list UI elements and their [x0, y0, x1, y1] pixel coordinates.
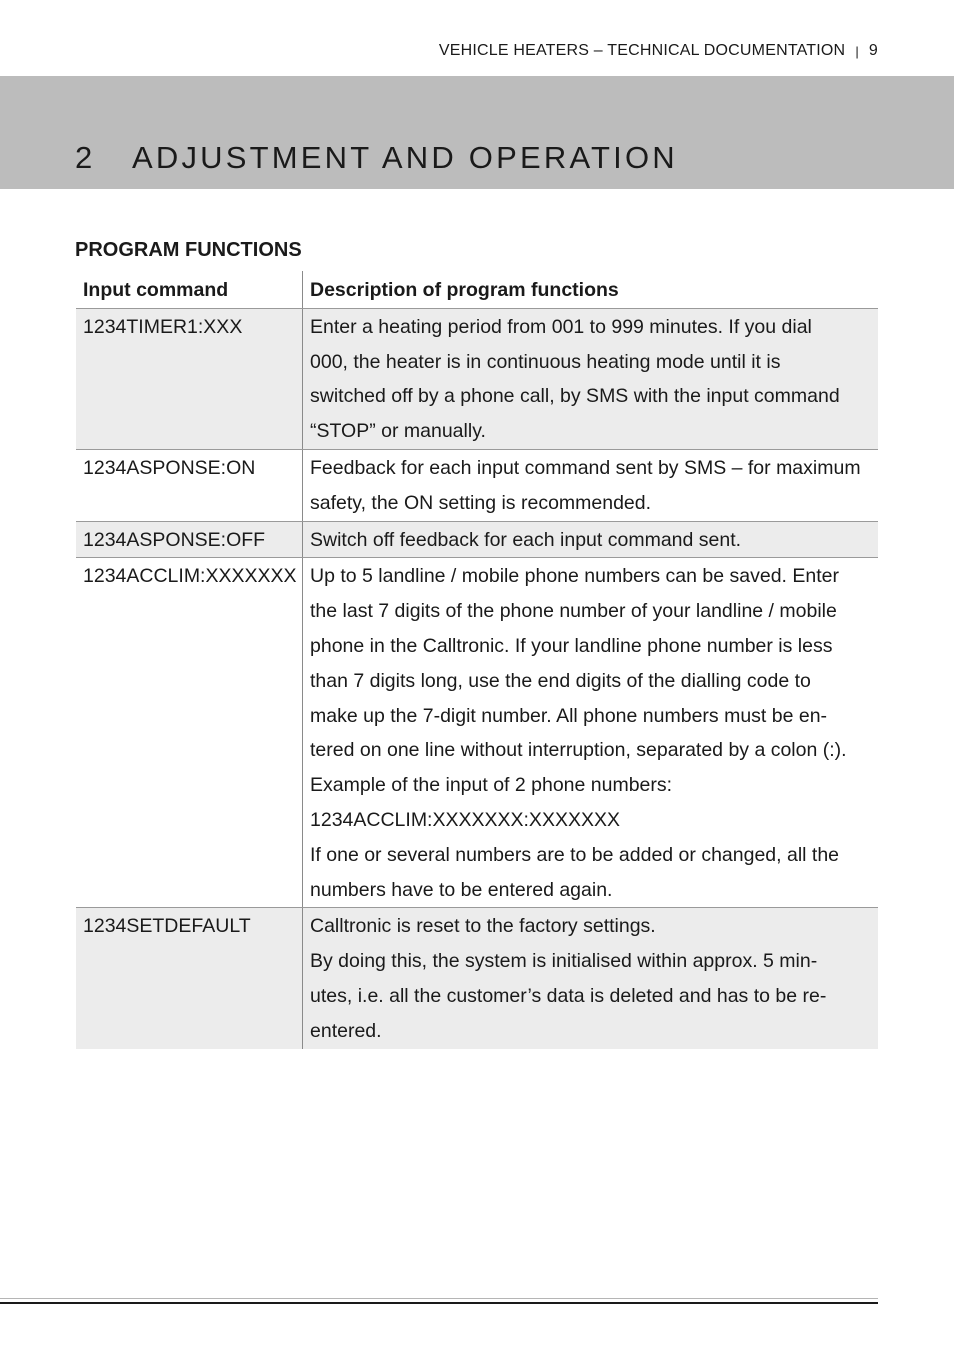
description-cell [303, 558, 878, 907]
table-row [76, 450, 878, 522]
description-line: Switch off feedback for each input command sent. [310, 528, 742, 551]
description-line: phone in the Calltronic. If your landline phone number is less [310, 634, 833, 657]
description-cell [303, 908, 878, 1048]
description-line: 1234ACCLIM:XXXXXXX:XXXXXXX [310, 808, 620, 831]
description-line: numbers have to be entered again. [310, 878, 613, 901]
command-cell: 1234ACCLIM:XXXXXXX [76, 558, 303, 907]
command-cell: 1234ASPONSE:ON [76, 450, 303, 521]
description-line: If one or several numbers are to be added or changed, all the [310, 843, 840, 866]
description-cell [303, 309, 878, 449]
description-line: Enter a heating period from 001 to 999 minutes. If you dial [310, 315, 812, 338]
description-line: Up to 5 landline / mobile phone numbers can be saved. Enter [310, 565, 839, 588]
description-cell [303, 450, 878, 521]
running-header-separator: | [855, 43, 859, 59]
chapter-number: 2 [75, 140, 96, 175]
table-row [76, 309, 878, 450]
footer-rule [0, 1302, 878, 1304]
table-row [76, 522, 878, 559]
description-line: safety, the ON setting is recommended. [310, 491, 652, 514]
description-cell [303, 522, 878, 558]
description-line: than 7 digits long, use the end digits of the dialling code to [310, 669, 811, 692]
table-row [76, 908, 878, 1048]
running-header [439, 42, 878, 60]
column-header-description: Description of program functions [310, 279, 619, 301]
description-line: 000, the heater is in continuous heating mode until it is [310, 350, 781, 373]
description-line: Example of the input of 2 phone numbers: [310, 774, 673, 797]
running-header-title: VEHICLE HEATERS – TECHNICAL DOCUMENTATION [438, 42, 846, 59]
table-header-row [76, 271, 878, 309]
table-row [76, 558, 878, 908]
description-line: Calltronic is reset to the factory settings. [310, 915, 656, 938]
command-cell: 1234ASPONSE:OFF [76, 522, 303, 558]
description-line: make up the 7-digit number. All phone numbers must be en- [310, 704, 828, 727]
page-number: 9 [868, 42, 878, 59]
command-cell: 1234TIMER1:XXX [76, 309, 303, 449]
description-line: Feedback for each input command sent by SMS – for maximum [310, 456, 861, 479]
section-heading: PROGRAM FUNCTIONS [75, 239, 302, 261]
description-line: the last 7 digits of the phone number of your landline / mobile [310, 600, 837, 623]
program-functions-table [76, 271, 878, 1049]
description-line: tered on one line without interruption, separated by a colon (:). [310, 739, 847, 762]
description-line: switched off by a phone call, by SMS with the input command [310, 385, 840, 408]
footer-rule-thin [0, 1298, 878, 1299]
command-cell: 1234SETDEFAULT [76, 908, 303, 1048]
description-line: entered. [310, 1019, 382, 1042]
column-header-command: Input command [76, 271, 303, 308]
description-line: “STOP” or manually. [310, 420, 486, 443]
description-line: utes, i.e. all the customer’s data is deleted and has to be re- [310, 984, 827, 1007]
description-line: By doing this, the system is initialised within approx. 5 min- [310, 950, 818, 973]
chapter-title: ADJUSTMENT AND OPERATION [132, 140, 678, 175]
